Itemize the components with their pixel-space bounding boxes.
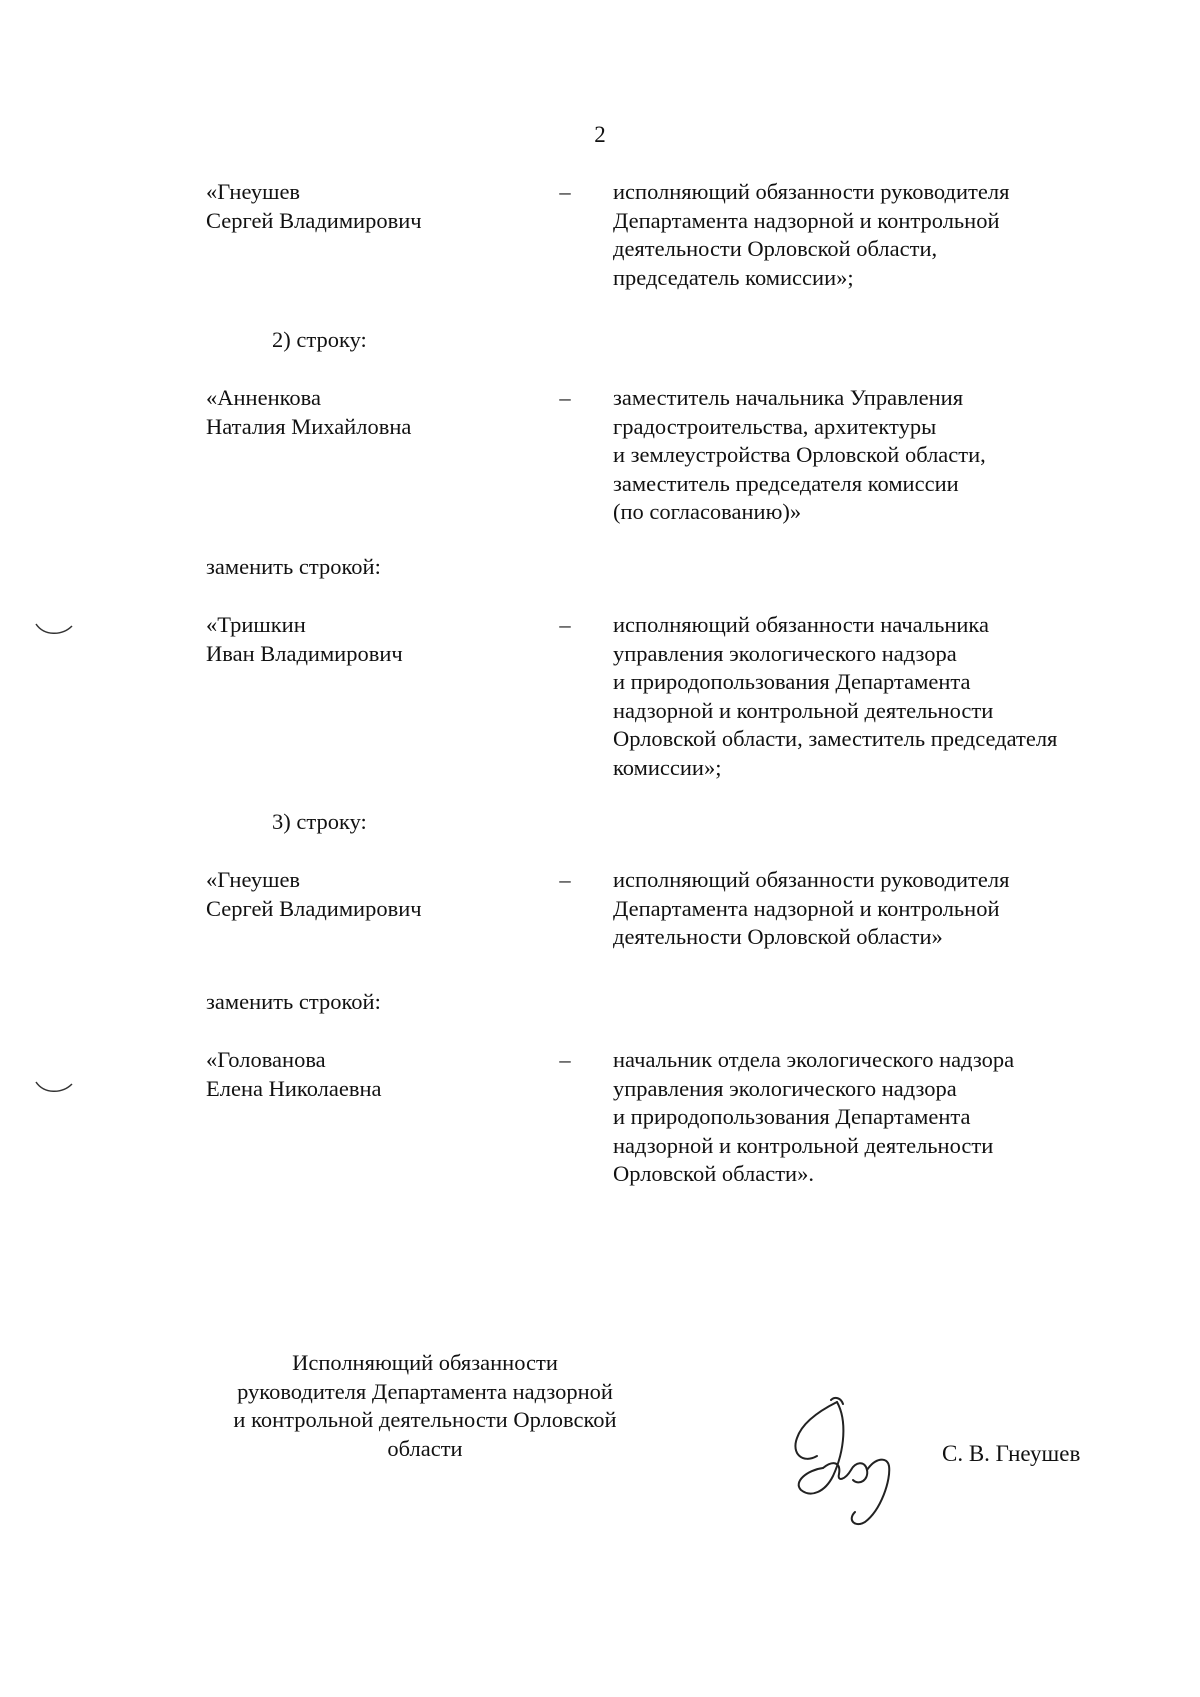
signer-title (200, 1349, 650, 1463)
position-line: управления экологического надзора (613, 1075, 957, 1101)
position-line: Орловской области, заместитель председателя (613, 726, 1058, 751)
signer-title-line: Исполняющий обязанности (292, 1350, 558, 1375)
page-number: 2 (594, 122, 606, 147)
position-line: исполняющий обязанности руководителя (613, 867, 1010, 892)
position-line: комиссии»; (613, 754, 722, 780)
position-line: и природопользования Департамента (613, 1104, 971, 1129)
signer-title-line: и контрольной деятельности Орловской (233, 1407, 617, 1432)
member-name (206, 384, 546, 441)
position-line: деятельности Орловской области, (613, 236, 938, 261)
position-line: заместитель начальника Управления (613, 385, 964, 410)
paragraph-row-2: 2) строку: (272, 327, 367, 352)
member-name (206, 178, 546, 235)
separator-dash: – (559, 179, 571, 204)
position-line: управления экологического надзора (613, 640, 957, 666)
scan-margin-mark (34, 1078, 74, 1098)
position-line: начальник отдела экологического надзора (613, 1047, 1015, 1072)
position-line: исполняющий обязанности руководителя (613, 179, 1010, 204)
member-surname: «Голованова (206, 1047, 326, 1072)
position-line: деятельности Орловской области» (613, 924, 943, 949)
member-given-names: Сергей Владимирович (206, 895, 422, 921)
separator-dash: – (559, 1047, 571, 1072)
position-line: заместитель председателя комиссии (613, 470, 959, 496)
member-surname: «Гнеушев (206, 867, 301, 892)
signer-title-line: области (387, 1435, 463, 1461)
member-given-names: Елена Николаевна (206, 1075, 382, 1101)
position-line: (по согласованию)» (613, 499, 802, 524)
separator-dash: – (559, 612, 571, 637)
position-line: председатель комиссии»; (613, 264, 854, 290)
member-given-names: Иван Владимирович (206, 640, 403, 666)
position-line: и землеустройства Орловской области, (613, 442, 986, 467)
member-position (613, 611, 1123, 782)
member-position (613, 178, 1123, 292)
signer-name: С. В. Гнеушев (942, 1441, 1081, 1466)
handwritten-signature (785, 1390, 905, 1530)
paragraph-replace-2: заменить строкой: (206, 989, 381, 1014)
separator-dash: – (559, 867, 571, 892)
member-given-names: Наталия Михайловна (206, 413, 412, 439)
position-line: надзорной и контрольной деятельности (613, 697, 994, 723)
scan-margin-mark (34, 620, 74, 640)
position-line: градостроительства, архитектуры (613, 413, 937, 439)
position-line: Департамента надзорной и контрольной (613, 895, 1000, 921)
member-position (613, 384, 1123, 527)
position-line: исполняющий обязанности начальника (613, 612, 989, 637)
member-position (613, 866, 1123, 952)
position-line: надзорной и контрольной деятельности (613, 1132, 994, 1158)
member-name (206, 866, 546, 923)
member-name (206, 611, 546, 668)
separator-dash: – (559, 385, 571, 410)
paragraph-row-3: 3) строку: (272, 809, 367, 834)
position-line: Орловской области». (613, 1161, 814, 1186)
signer-title-line: руководителя Департамента надзорной (237, 1378, 613, 1404)
member-given-names: Сергей Владимирович (206, 207, 422, 233)
member-surname: «Тришкин (206, 612, 306, 637)
member-surname: «Гнеушев (206, 179, 301, 204)
position-line: и природопользования Департамента (613, 669, 971, 694)
member-name (206, 1046, 546, 1103)
position-line: Департамента надзорной и контрольной (613, 207, 1000, 233)
member-surname: «Анненкова (206, 385, 321, 410)
paragraph-replace-1: заменить строкой: (206, 554, 381, 579)
member-position (613, 1046, 1123, 1189)
